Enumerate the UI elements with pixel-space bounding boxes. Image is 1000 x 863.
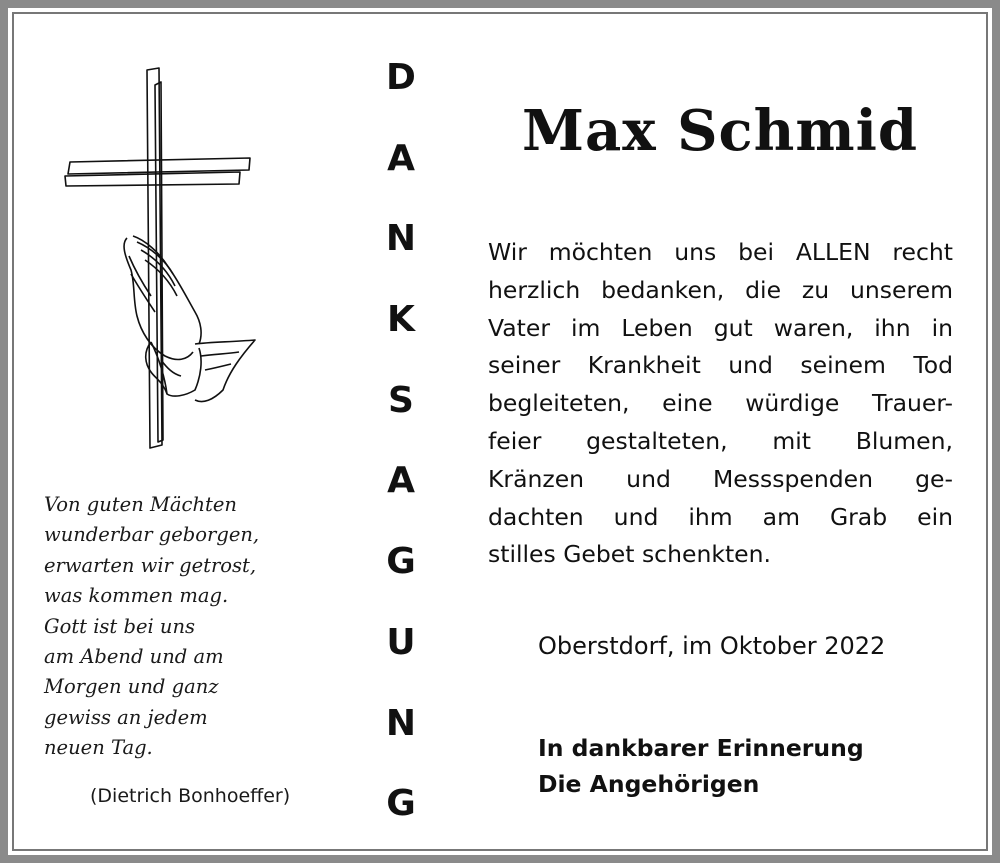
signature-line: Die Angehörigen [538,770,760,798]
quote-line: was kommen mag. [44,584,229,608]
message-line: dachten und ihm am Grab ein [488,502,953,531]
heading-letter: G [386,783,416,825]
place-date: Oberstdorf, im Oktober 2022 [538,632,886,660]
quote-line: am Abend und am [44,645,224,669]
cross-with-praying-hands-icon [55,60,275,460]
signature-line: In dankbarer Erinnerung [538,734,864,762]
message-line: seiner Krankheit und seinem Tod [488,351,953,380]
quote-line: gewiss an jedem [44,705,208,729]
message-line: feier gestalteten, mit Blumen, [488,426,953,455]
quote-line: Von guten Mächten [44,493,237,516]
quote-author: (Dietrich Bonhoeffer) [90,785,291,807]
message-line: herzlich bedanken, die zu unserem [488,275,953,304]
heading-letter: S [388,379,414,421]
message-line: begleiteten, eine würdige Trauer- [488,389,953,418]
quote-line: wunderbar geborgen, [44,523,260,547]
heading-letter: A [387,137,415,179]
message-line: Kränzen und Messspenden ge- [488,464,953,493]
vertical-heading [375,50,427,857]
heading-letter: D [386,57,416,98]
message-line: Vater im Leben gut waren, ihn in [488,313,953,342]
heading-letter: K [387,299,415,341]
signature-block [538,730,864,802]
quote-line: erwarten wir getrost, [44,553,257,577]
quote-line: neuen Tag. [44,736,153,760]
heading-letter: N [385,702,417,744]
thank-you-message [488,234,953,574]
deceased-name: Max Schmid [521,98,919,164]
quote-line: Gott ist bei uns [44,614,196,638]
quote-block [44,490,344,764]
heading-letter: G [386,541,416,583]
heading-letter: N [385,218,417,260]
heading-letter: U [386,621,416,663]
quote-line: Morgen und ganz [44,675,219,699]
message-line: stilles Gebet schenkten. [488,540,771,569]
message-line: Wir möchten uns bei ALLEN recht [488,238,953,266]
heading-letter: A [387,460,415,502]
